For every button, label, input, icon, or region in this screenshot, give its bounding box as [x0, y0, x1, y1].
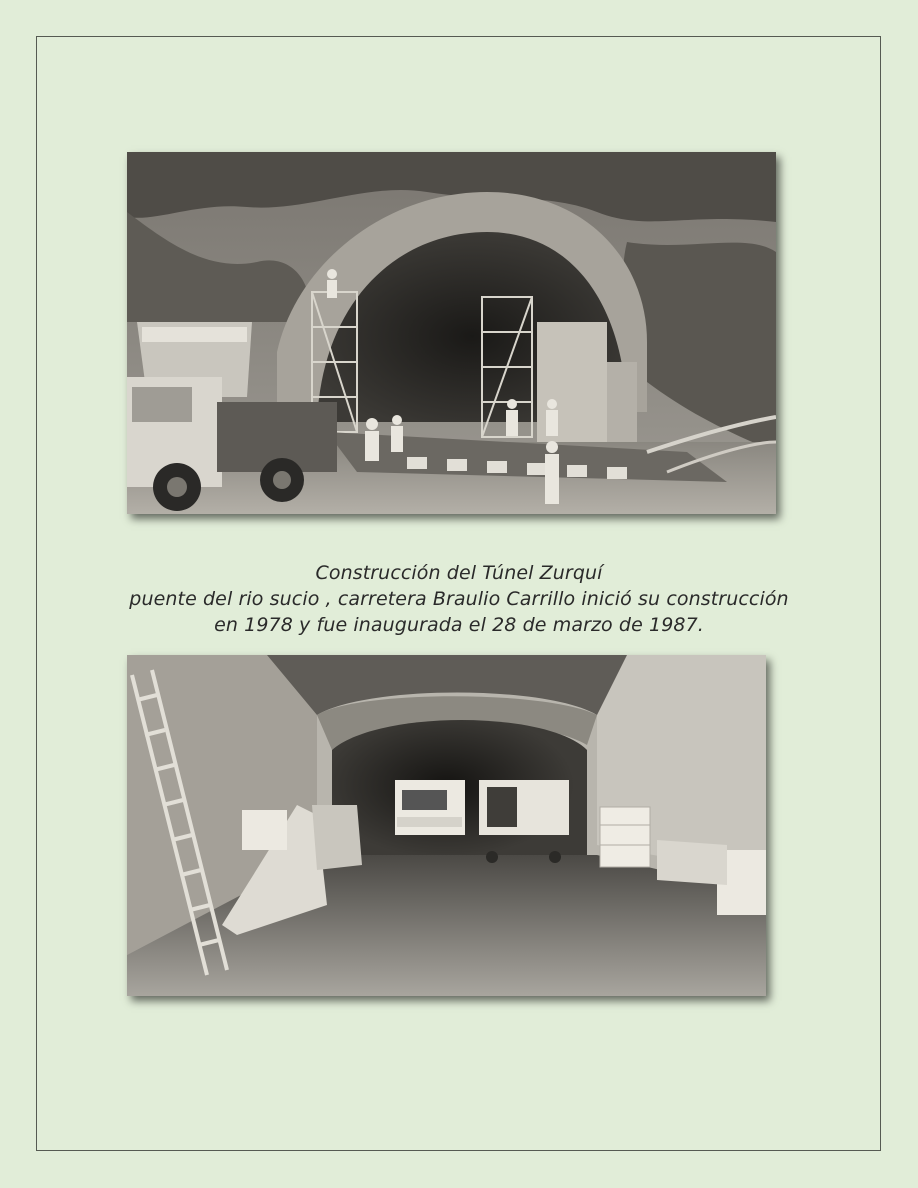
photo-caption: [60, 560, 858, 638]
tunnel-interior-photo: [127, 655, 766, 996]
tunnel-entrance-construction-photo: [127, 152, 776, 514]
caption-line-2: puente del rio sucio , carretera Braulio Carrillo inició su construcción: [129, 588, 789, 610]
caption-line-3: en 1978 y fue inaugurada el 28 de marzo de 1987.: [214, 614, 704, 636]
caption-title: Construcción del Túnel Zurquí: [315, 562, 603, 584]
